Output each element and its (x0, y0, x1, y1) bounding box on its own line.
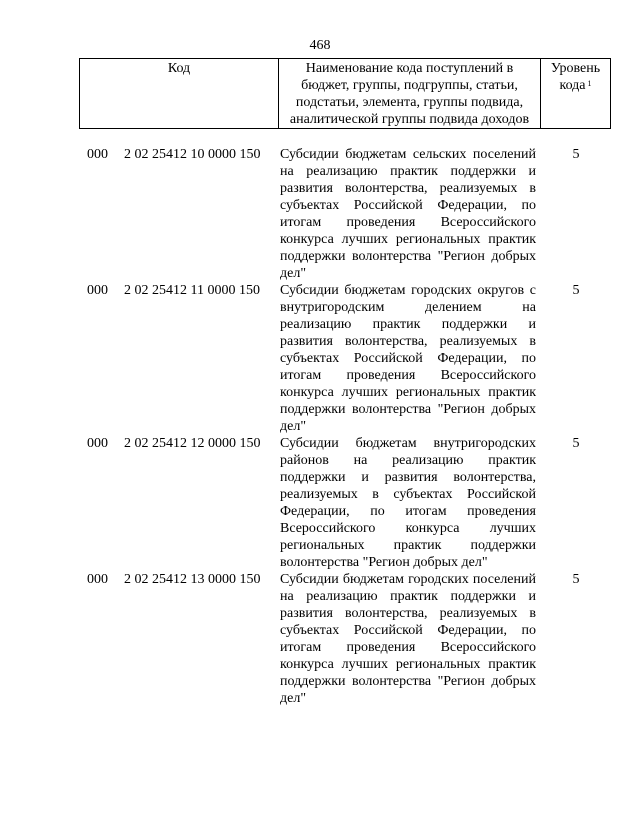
admin-code: 000 (87, 147, 108, 162)
admin-code: 000 (87, 436, 108, 451)
table-header (79, 58, 611, 129)
revenue-code: 2 02 25412 12 0000 150 (124, 436, 261, 451)
table-row (0, 282, 640, 435)
table-row (0, 146, 640, 282)
header-name: Наименование кода поступлений в бюджет, группы, подгруппы, статьи, подстатьи, элемента, группы подвида, аналитической группы подвида доходов (279, 59, 541, 129)
code-level: 5 (572, 283, 580, 298)
header-level-footnote: 1 (587, 79, 592, 88)
admin-code: 000 (87, 572, 108, 587)
revenue-code: 2 02 25412 13 0000 150 (124, 572, 261, 587)
table-row (0, 435, 640, 571)
code-level: 5 (572, 572, 580, 587)
revenue-code: 2 02 25412 11 0000 150 (124, 283, 260, 298)
header-level (541, 59, 611, 129)
header-level-label: Уровень кода (550, 61, 601, 93)
revenue-description: Субсидии бюджетам городских поселений на реализацию практик поддержки и развития волонтерства, реализуемых в субъектах Российской Федерации, по итогам проведения Всероссийского конкурса лучших региональных практик поддержки волонтерства "Регион добрых дел" (280, 572, 536, 706)
table-body (0, 146, 640, 707)
revenue-code: 2 02 25412 10 0000 150 (124, 147, 261, 162)
page-number: 468 (309, 38, 331, 53)
admin-code: 000 (87, 283, 108, 298)
code-level: 5 (572, 436, 580, 451)
revenue-description: Субсидии бюджетам сельских поселений на реализацию практик поддержки и развития волонтерства, реализуемых в субъектах Российской Федерации, по итогам проведения Всероссийского конкурса лучших региональных практик поддержки волонтерства "Регион добрых дел" (280, 147, 536, 281)
table-row (0, 571, 640, 707)
code-level: 5 (572, 147, 580, 162)
revenue-description: Субсидии бюджетам внутригородских районов на реализацию практик поддержки и развития волонтерства, реализуемых в субъектах Российской Федерации, по итогам проведения Всероссийского конкурса лучших региональных практик поддержки волонтерства "Регион добрых дел" (280, 436, 536, 570)
header-code: Код (80, 59, 279, 129)
revenue-description: Субсидии бюджетам городских округов с внутригородским делением на реализацию практик поддержки и развития волонтерства, реализуемых в субъектах Российской Федерации, по итогам проведения Всероссийского конкурса лучших региональных практик поддержки волонтерства "Регион добрых дел" (280, 283, 536, 434)
